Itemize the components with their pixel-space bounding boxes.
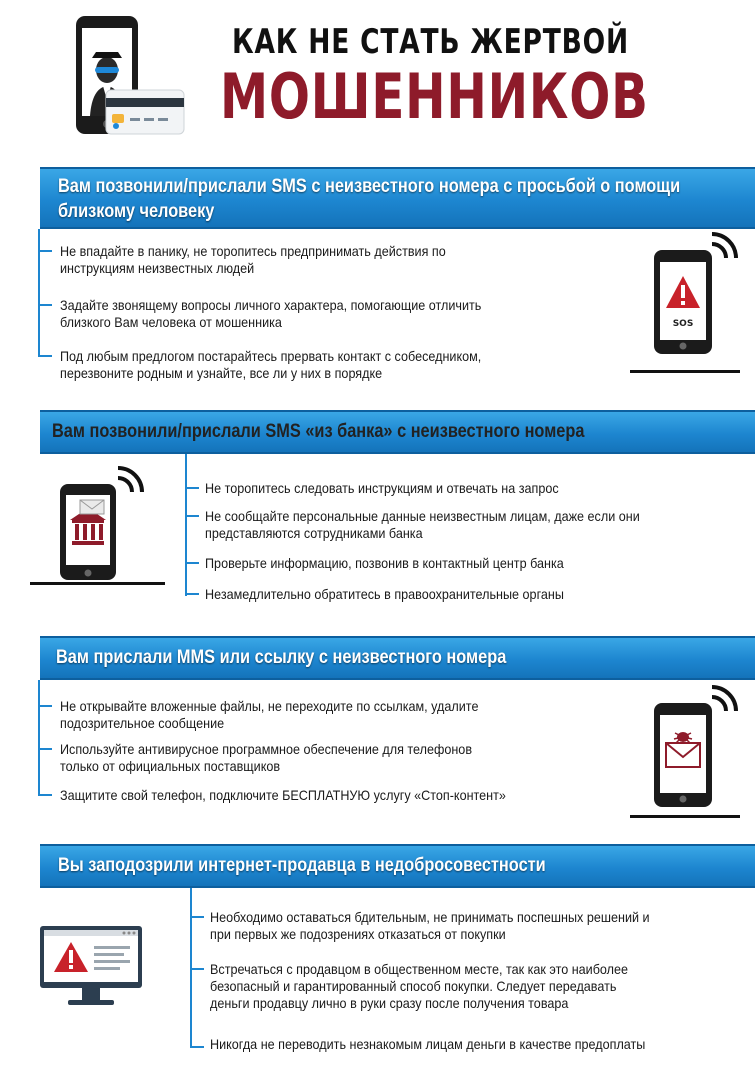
section-2-item-1: Не торопитесь следовать инструкциям и отвечать на запрос (205, 480, 559, 496)
phone-sos-warning-icon (630, 232, 740, 377)
section-2-item-3: Проверьте информацию, позвонив в контактный центр банка (205, 555, 564, 571)
section-3-item-3: Защитите свой телефон, подключите БЕСПЛАТНУЮ услугу «Стоп-контент» (60, 787, 506, 803)
section-2-item-4: Незамедлительно обратитесь в правоохранительные органы (205, 586, 564, 602)
section-1-item-1: Не впадайте в панику, не торопитесь предпринимать действия по инструкциям неизвестных людей (60, 243, 446, 276)
section-3-title: Вам прислали MMS или ссылку с неизвестного номера (56, 647, 507, 668)
section-1-item-3: Под любым предлогом постарайтесь прервать контакт с собеседником, перезвоните родным и узнайте, все ли у них в порядке (60, 348, 482, 381)
section-2-item-2: Не сообщайте персональные данные неизвестным лицам, даже если они представляются сотрудниками банка (205, 508, 640, 541)
section-1-item-2: Задайте звонящему вопросы личного характера, помогающие отличить близкого Вам человека от мошенника (60, 297, 482, 330)
phone-virus-envelope-icon (630, 685, 740, 825)
header (0, 0, 755, 150)
title-line-1: КАК НЕ СТАТЬ ЖЕРТВОЙ (232, 22, 629, 62)
section-3-connector (38, 680, 40, 796)
section-3-item-1: Не открывайте вложенные файлы, не переходите по ссылкам, удалите подозрительное сообщение (60, 698, 479, 731)
section-4-item-1: Необходимо оставаться бдительным, не принимать поспешных решений и при первых же подозрениях отказаться от покупки (210, 909, 650, 942)
section-4-item-2: Встречаться с продавцом в общественном месте, так как это наиболее безопасный и гарантированный способ покупки. Следует передавать деньги продавцу лично в руки сразу после получения товара (210, 961, 629, 1011)
title-line-2: МОШЕННИКОВ (220, 60, 649, 133)
sos-label: SOS (672, 319, 694, 329)
section-1-connector (38, 229, 40, 355)
phone-fraudster-card-icon (70, 12, 190, 142)
section-4-title: Вы заподозрили интернет-продавца в недобросовестности (58, 855, 546, 876)
section-2-connector (185, 454, 187, 596)
section-1-title-line-2: близкому человеку (58, 201, 215, 222)
section-1-title: Вам позвонили/прислали SMS с неизвестного номера с просьбой о помощи (58, 176, 681, 197)
phone-bank-message-icon (30, 462, 165, 587)
monitor-warning-icon (36, 922, 146, 1010)
section-4-item-3: Никогда не переводить незнакомым лицам деньги в качестве предоплаты (210, 1036, 646, 1052)
section-2-title: Вам позвонили/прислали SMS «из банка» с неизвестного номера (52, 421, 585, 442)
section-3-item-2: Используйте антивирусное программное обеспечение для телефонов только от официальных поставщиков (60, 741, 473, 774)
